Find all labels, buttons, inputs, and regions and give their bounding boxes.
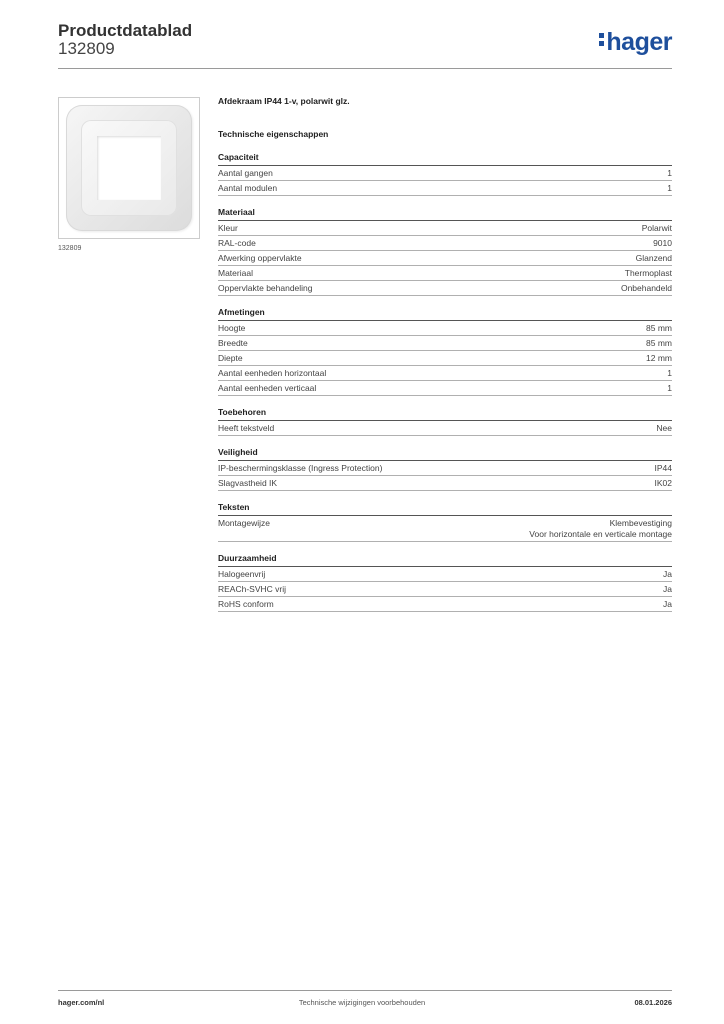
section-heading: Teksten bbox=[218, 502, 672, 516]
spec-section bbox=[218, 447, 672, 491]
spec-value bbox=[655, 463, 673, 474]
spec-label: Diepte bbox=[218, 353, 243, 363]
spec-value bbox=[655, 478, 673, 489]
spec-row bbox=[218, 281, 672, 296]
spec-value bbox=[621, 283, 672, 294]
spec-value bbox=[663, 599, 672, 610]
spec-value bbox=[625, 268, 672, 279]
cover-frame-icon bbox=[66, 105, 192, 231]
spec-label: RoHS conform bbox=[218, 599, 274, 609]
spec-label: RAL-code bbox=[218, 238, 256, 248]
spec-value-line: 1 bbox=[667, 383, 672, 393]
spec-value bbox=[656, 423, 672, 434]
product-image bbox=[58, 97, 200, 239]
spec-row bbox=[218, 381, 672, 396]
spec-row bbox=[218, 351, 672, 366]
spec-row bbox=[218, 321, 672, 336]
spec-row bbox=[218, 166, 672, 181]
spec-value-line: 9010 bbox=[653, 238, 672, 248]
spec-row bbox=[218, 336, 672, 351]
spec-value-line: IK02 bbox=[654, 478, 672, 488]
section-heading: Materiaal bbox=[218, 207, 672, 221]
spec-value-line: Ja bbox=[663, 599, 672, 609]
spec-label: Aantal gangen bbox=[218, 168, 273, 178]
section-heading: Veiligheid bbox=[218, 447, 672, 461]
spec-sections bbox=[218, 152, 672, 612]
logo-colon-icon bbox=[599, 30, 605, 49]
spec-label: Montagewijze bbox=[218, 518, 270, 528]
spec-value bbox=[653, 238, 672, 249]
spec-value bbox=[646, 353, 672, 364]
spec-row bbox=[218, 266, 672, 281]
spec-label: Kleur bbox=[218, 223, 238, 233]
spec-value-line: 1 bbox=[667, 183, 672, 193]
footer-disclaimer: Technische wijzigingen voorbehouden bbox=[298, 998, 426, 1007]
spec-value-line: Onbehandeld bbox=[620, 283, 672, 293]
spec-label: Aantal modulen bbox=[218, 183, 278, 193]
spec-label: Hoogte bbox=[218, 323, 246, 333]
spec-value-line: 85 mm bbox=[646, 338, 672, 348]
spec-section bbox=[218, 553, 672, 612]
spec-value-line: Thermoplast bbox=[624, 268, 672, 278]
tech-properties-heading: Technische eigenschappen bbox=[218, 129, 329, 139]
spec-value bbox=[646, 323, 672, 334]
section-heading: Capaciteit bbox=[218, 152, 672, 166]
spec-value-line: IP44 bbox=[654, 463, 672, 473]
spec-value-line: Ja bbox=[663, 584, 672, 594]
spec-value-line: Klembevestiging bbox=[609, 518, 672, 528]
spec-row bbox=[218, 251, 672, 266]
spec-label: Afwerking oppervlakte bbox=[218, 253, 302, 263]
section-heading: Duurzaamheid bbox=[218, 553, 672, 567]
spec-value bbox=[663, 584, 672, 595]
spec-value bbox=[663, 569, 672, 580]
spec-value-line: 85 mm bbox=[646, 323, 672, 333]
spec-label: IP-beschermingsklasse (Ingress Protection) bbox=[218, 463, 383, 473]
article-number: 132809 bbox=[58, 39, 115, 58]
spec-section bbox=[218, 152, 672, 196]
image-caption: 132809 bbox=[58, 245, 82, 252]
spec-row bbox=[218, 421, 672, 436]
spec-label: Materiaal bbox=[218, 268, 253, 278]
spec-value bbox=[642, 223, 672, 234]
logo-text: hager bbox=[606, 28, 672, 56]
hager-logo bbox=[599, 28, 672, 57]
spec-value-line: Glanzend bbox=[635, 253, 672, 263]
spec-value-line: Polarwit bbox=[641, 223, 672, 233]
spec-row bbox=[218, 366, 672, 381]
spec-value bbox=[636, 253, 672, 264]
spec-row bbox=[218, 236, 672, 251]
spec-section bbox=[218, 407, 672, 436]
spec-row bbox=[218, 567, 672, 582]
spec-value-line: 1 bbox=[667, 368, 672, 378]
spec-value bbox=[646, 338, 672, 349]
product-specs bbox=[218, 96, 672, 623]
section-heading: Afmetingen bbox=[218, 307, 672, 321]
spec-row bbox=[218, 582, 672, 597]
spec-row bbox=[218, 221, 672, 236]
spec-label: Slagvastheid IK bbox=[218, 478, 278, 488]
spec-value bbox=[529, 518, 672, 540]
spec-value-line: 1 bbox=[667, 168, 672, 178]
spec-row bbox=[218, 597, 672, 612]
spec-value bbox=[667, 168, 672, 179]
spec-row bbox=[218, 181, 672, 196]
spec-label: Heeft tekstveld bbox=[218, 423, 275, 433]
spec-section bbox=[218, 307, 672, 396]
footer-date: 08.01.2026 bbox=[634, 998, 672, 1007]
spec-value-line: 12 mm bbox=[646, 353, 672, 363]
section-heading: Toebehoren bbox=[218, 407, 672, 421]
spec-row bbox=[218, 476, 672, 491]
spec-value bbox=[667, 383, 672, 394]
spec-section bbox=[218, 502, 672, 542]
product-name: Afdekraam IP44 1-v, polarwit glz. bbox=[218, 96, 350, 106]
spec-value-line: Nee bbox=[656, 423, 672, 433]
spec-value-line: Ja bbox=[663, 569, 672, 579]
spec-label: Aantal eenheden horizontaal bbox=[218, 368, 327, 378]
page-title: Productdatablad bbox=[58, 21, 193, 40]
spec-section bbox=[218, 207, 672, 296]
footer-divider bbox=[58, 990, 672, 991]
spec-label: Aantal eenheden verticaal bbox=[218, 383, 317, 393]
header-divider bbox=[58, 68, 672, 69]
spec-label: REACh-SVHC vrij bbox=[218, 584, 287, 594]
spec-row bbox=[218, 516, 672, 542]
spec-row bbox=[218, 461, 672, 476]
spec-value bbox=[667, 183, 672, 194]
spec-value-line: Voor horizontale en verticale montage bbox=[529, 529, 672, 539]
spec-label: Breedte bbox=[218, 338, 248, 348]
footer-website: hager.com/nl bbox=[58, 998, 105, 1007]
spec-label: Halogeenvrij bbox=[218, 569, 266, 579]
spec-label: Oppervlakte behandeling bbox=[218, 283, 313, 293]
spec-value bbox=[667, 368, 672, 379]
